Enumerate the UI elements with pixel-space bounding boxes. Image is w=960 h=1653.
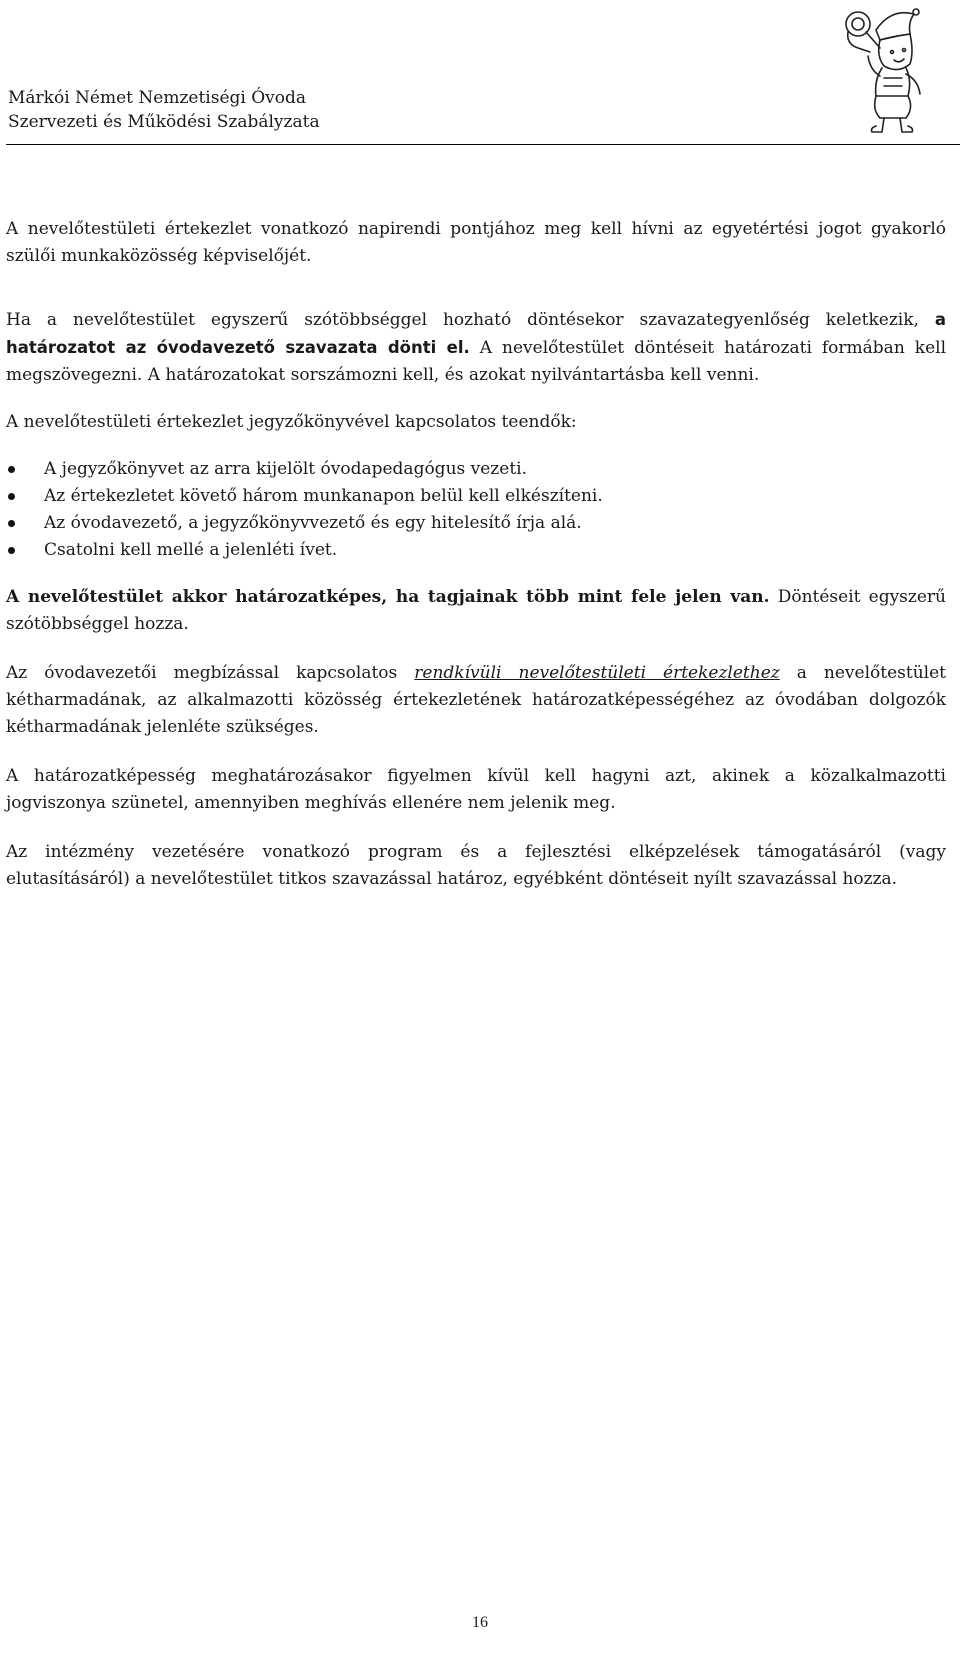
extraordinary-meeting-italic: rendkívüli nevelőtestületi értekezlethez [414,663,780,683]
bullet-icon [8,520,15,527]
paragraph-extraordinary-meeting: Az óvodavezetői megbízással kapcsolatos rendkívüli nevelőtestületi értekezlethez a nevelőtestület kétharmadának, az alkalmazotti közösség értekezletének határozatképességéhez az óvodában dolgozók kétharmadának jelenléte szükséges. [6,663,946,737]
list-item: Csatolni kell mellé a jelenléti ívet. [6,537,946,564]
page-number: 16 [472,1614,488,1631]
paragraph-invitation: A nevelőtestületi értekezlet vonatkozó napirendi pontjához meg kell hívni az egyetértési jogot gyakorló szülői munkaközösség képviselőjét. [6,219,946,266]
header-institution: Márkói Német Nemzetiségi Óvoda [8,88,307,108]
list-item: A jegyzőkönyvet az arra kijelölt óvodapedagógus vezeti. [6,456,946,483]
paragraph-secret-ballot: Az intézmény vezetésére vonatkozó program és a fejlesztési elképzelések támogatásáról (vagy elutasításáról) a nevelőtestület titkos szavazással határoz, egyébként döntéseit nyílt szavazással hozza. [6,842,946,889]
tie-vote-text-c: A nevelőtestület döntéseit határozati formában kell megszövegezni. A határozatokat sorszámozni kell, és azokat nyilvántartásba kell venni. [6,338,947,385]
paragraph-quorum-exclusion: A határozatképesség meghatározásakor figyelmen kívül kell hagyni azt, akinek a közalkalmazotti jogviszonya szünetel, amennyiben meghívás ellenére nem jelenik meg. [6,766,946,813]
list-item: Az értekezletet követő három munkanapon belül kell elkészíteni. [6,483,946,510]
page-header [6,0,926,148]
bullet-icon [8,547,15,554]
bullet-icon [8,493,15,500]
header-divider [6,144,960,145]
tie-vote-text-a: Ha a nevelőtestület egyszerű szótöbbséggel hozható döntésekor szavazategyenlőség keletkezik, [6,310,935,330]
header-document-title: Szervezeti és Működési Szabályzata [8,112,320,132]
header-title [8,86,320,134]
paragraph-quorum [6,584,946,638]
minutes-bullet-list [6,456,946,564]
bullet-icon [8,466,15,473]
quorum-rest: Döntéseit egyszerű szótöbbséggel hozza. [6,587,946,634]
quorum-bold: A nevelőtestület akkor határozatképes, ha tagjainak több mint fele jelen van. [6,587,770,607]
list-item: Az óvodavezető, a jegyzőkönyvvezető és egy hitelesítő írja alá. [6,510,946,537]
tie-vote-bold: a határozatot az óvodavezető szavazata dönti el. [6,310,946,357]
paragraph-minutes-intro: A nevelőtestületi értekezlet jegyzőkönyvével kapcsolatos teendők: [6,412,577,432]
document-body [6,216,946,893]
paragraph-tie-vote [6,306,946,389]
child-with-horn-logo-icon [836,0,926,138]
